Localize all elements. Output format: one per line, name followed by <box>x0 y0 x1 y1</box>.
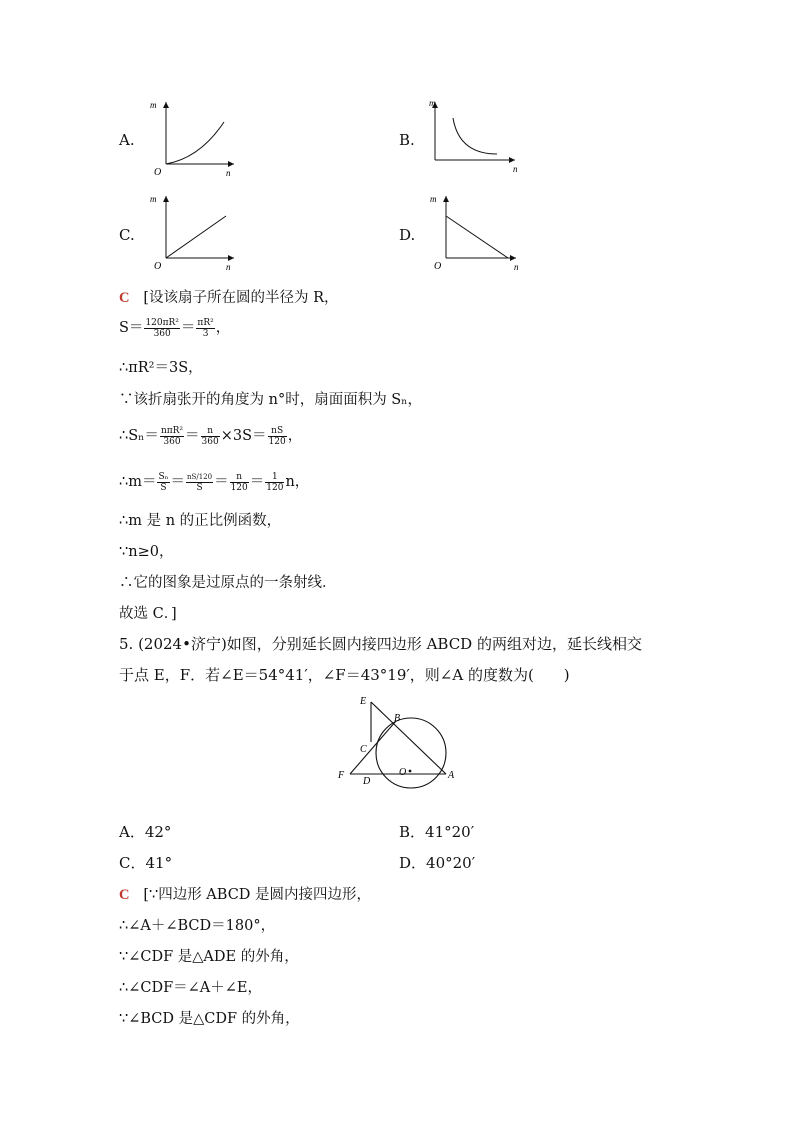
solution4-line8: ∵n≥0， <box>119 544 174 560</box>
origin-label: O <box>434 261 442 272</box>
axis-y-label: m <box>429 98 436 108</box>
graph-c <box>150 192 240 272</box>
solution5-line4: ∴∠CDF＝∠A＋∠E， <box>119 980 263 996</box>
question5-option-d: D．40°20′ <box>399 854 476 872</box>
axis-y-label: m <box>430 194 437 204</box>
answer-badge: C <box>119 887 130 903</box>
solution5-line1: C [∵四边形 ABCD 是圆内接四边形， <box>119 887 372 903</box>
option-d-label: D. <box>399 226 416 244</box>
point-o-label: O <box>399 767 407 778</box>
solution4-line10: 故选 C．] <box>119 606 177 622</box>
graph-d <box>430 192 525 272</box>
question5-option-c: C．41° <box>119 854 173 872</box>
point-e-label: E <box>360 696 367 707</box>
question5-option-b: B．41°20′ <box>399 823 475 841</box>
solution4-line7: ∴m 是 n 的正比例函数， <box>119 513 282 529</box>
axis-x-label: n <box>514 262 519 272</box>
solution4-line6: ∴m＝ $\frac{\text{Sₙ}}{S}$ ＝ $\frac{nS/120}{S}$ ＝ $\frac{n}{120}$ ＝ $\frac{1}{120}$ n， <box>119 471 310 493</box>
solution5-line5: ∵∠BCD 是△CDF 的外角， <box>119 1011 300 1027</box>
point-c-label: C <box>360 744 367 755</box>
solution4-line4: ∵该折扇张开的角度为 n°时，扇面面积为 Sₙ， <box>119 392 423 408</box>
question5-line2: 于点 E，F．若∠E＝54°41′，∠F＝43°19′，则∠A 的度数为( ) <box>119 666 570 684</box>
axis-x-label: n <box>226 262 231 272</box>
axis-y-label: m <box>150 100 157 110</box>
solution4-line9: ∴它的图象是过原点的一条射线． <box>119 575 337 591</box>
solution5-line3: ∵∠CDF 是△ADE 的外角， <box>119 949 299 965</box>
graph-a <box>150 98 240 178</box>
question5-line1: 5. (2024•济宁)如图，分别延长圆内接四边形 ABCD 的两组对边，延长线相交 <box>119 635 642 653</box>
answer-badge: C <box>119 290 130 306</box>
axis-x-label: n <box>513 164 518 174</box>
graph-b <box>429 98 524 178</box>
question5-figure <box>330 690 470 800</box>
option-a-label: A. <box>119 131 135 149</box>
origin-label: O <box>154 167 162 178</box>
axis-y-label: m <box>150 194 157 204</box>
option-c-label: C. <box>119 226 135 244</box>
option-b-label: B. <box>399 131 415 149</box>
solution4-line3: ∴πR²＝3S， <box>119 360 203 376</box>
solution4-line1: C [设该扇子所在圆的半径为 R， <box>119 290 339 306</box>
solution4-line2: S＝ $\frac{\text{120πR²}}{360}$ ＝ $\frac{\text{πR²}}{3}$ ， <box>119 317 231 339</box>
question5-option-a: A．42° <box>119 823 172 841</box>
solution5-line2: ∴∠A＋∠BCD＝180°， <box>119 918 276 934</box>
solution4-line5: ∴Sₙ＝ $\frac{\text{nπR²}}{360}$ ＝ $\frac{n}{360}$ ×3S＝ $\frac{nS}{120}$ ， <box>119 425 303 447</box>
point-d-label: D <box>363 776 371 787</box>
origin-label: O <box>154 261 162 272</box>
point-f-label: F <box>338 770 345 781</box>
point-a-label: A <box>448 770 455 781</box>
axis-x-label: n <box>226 168 231 178</box>
point-b-label: B <box>394 713 401 724</box>
